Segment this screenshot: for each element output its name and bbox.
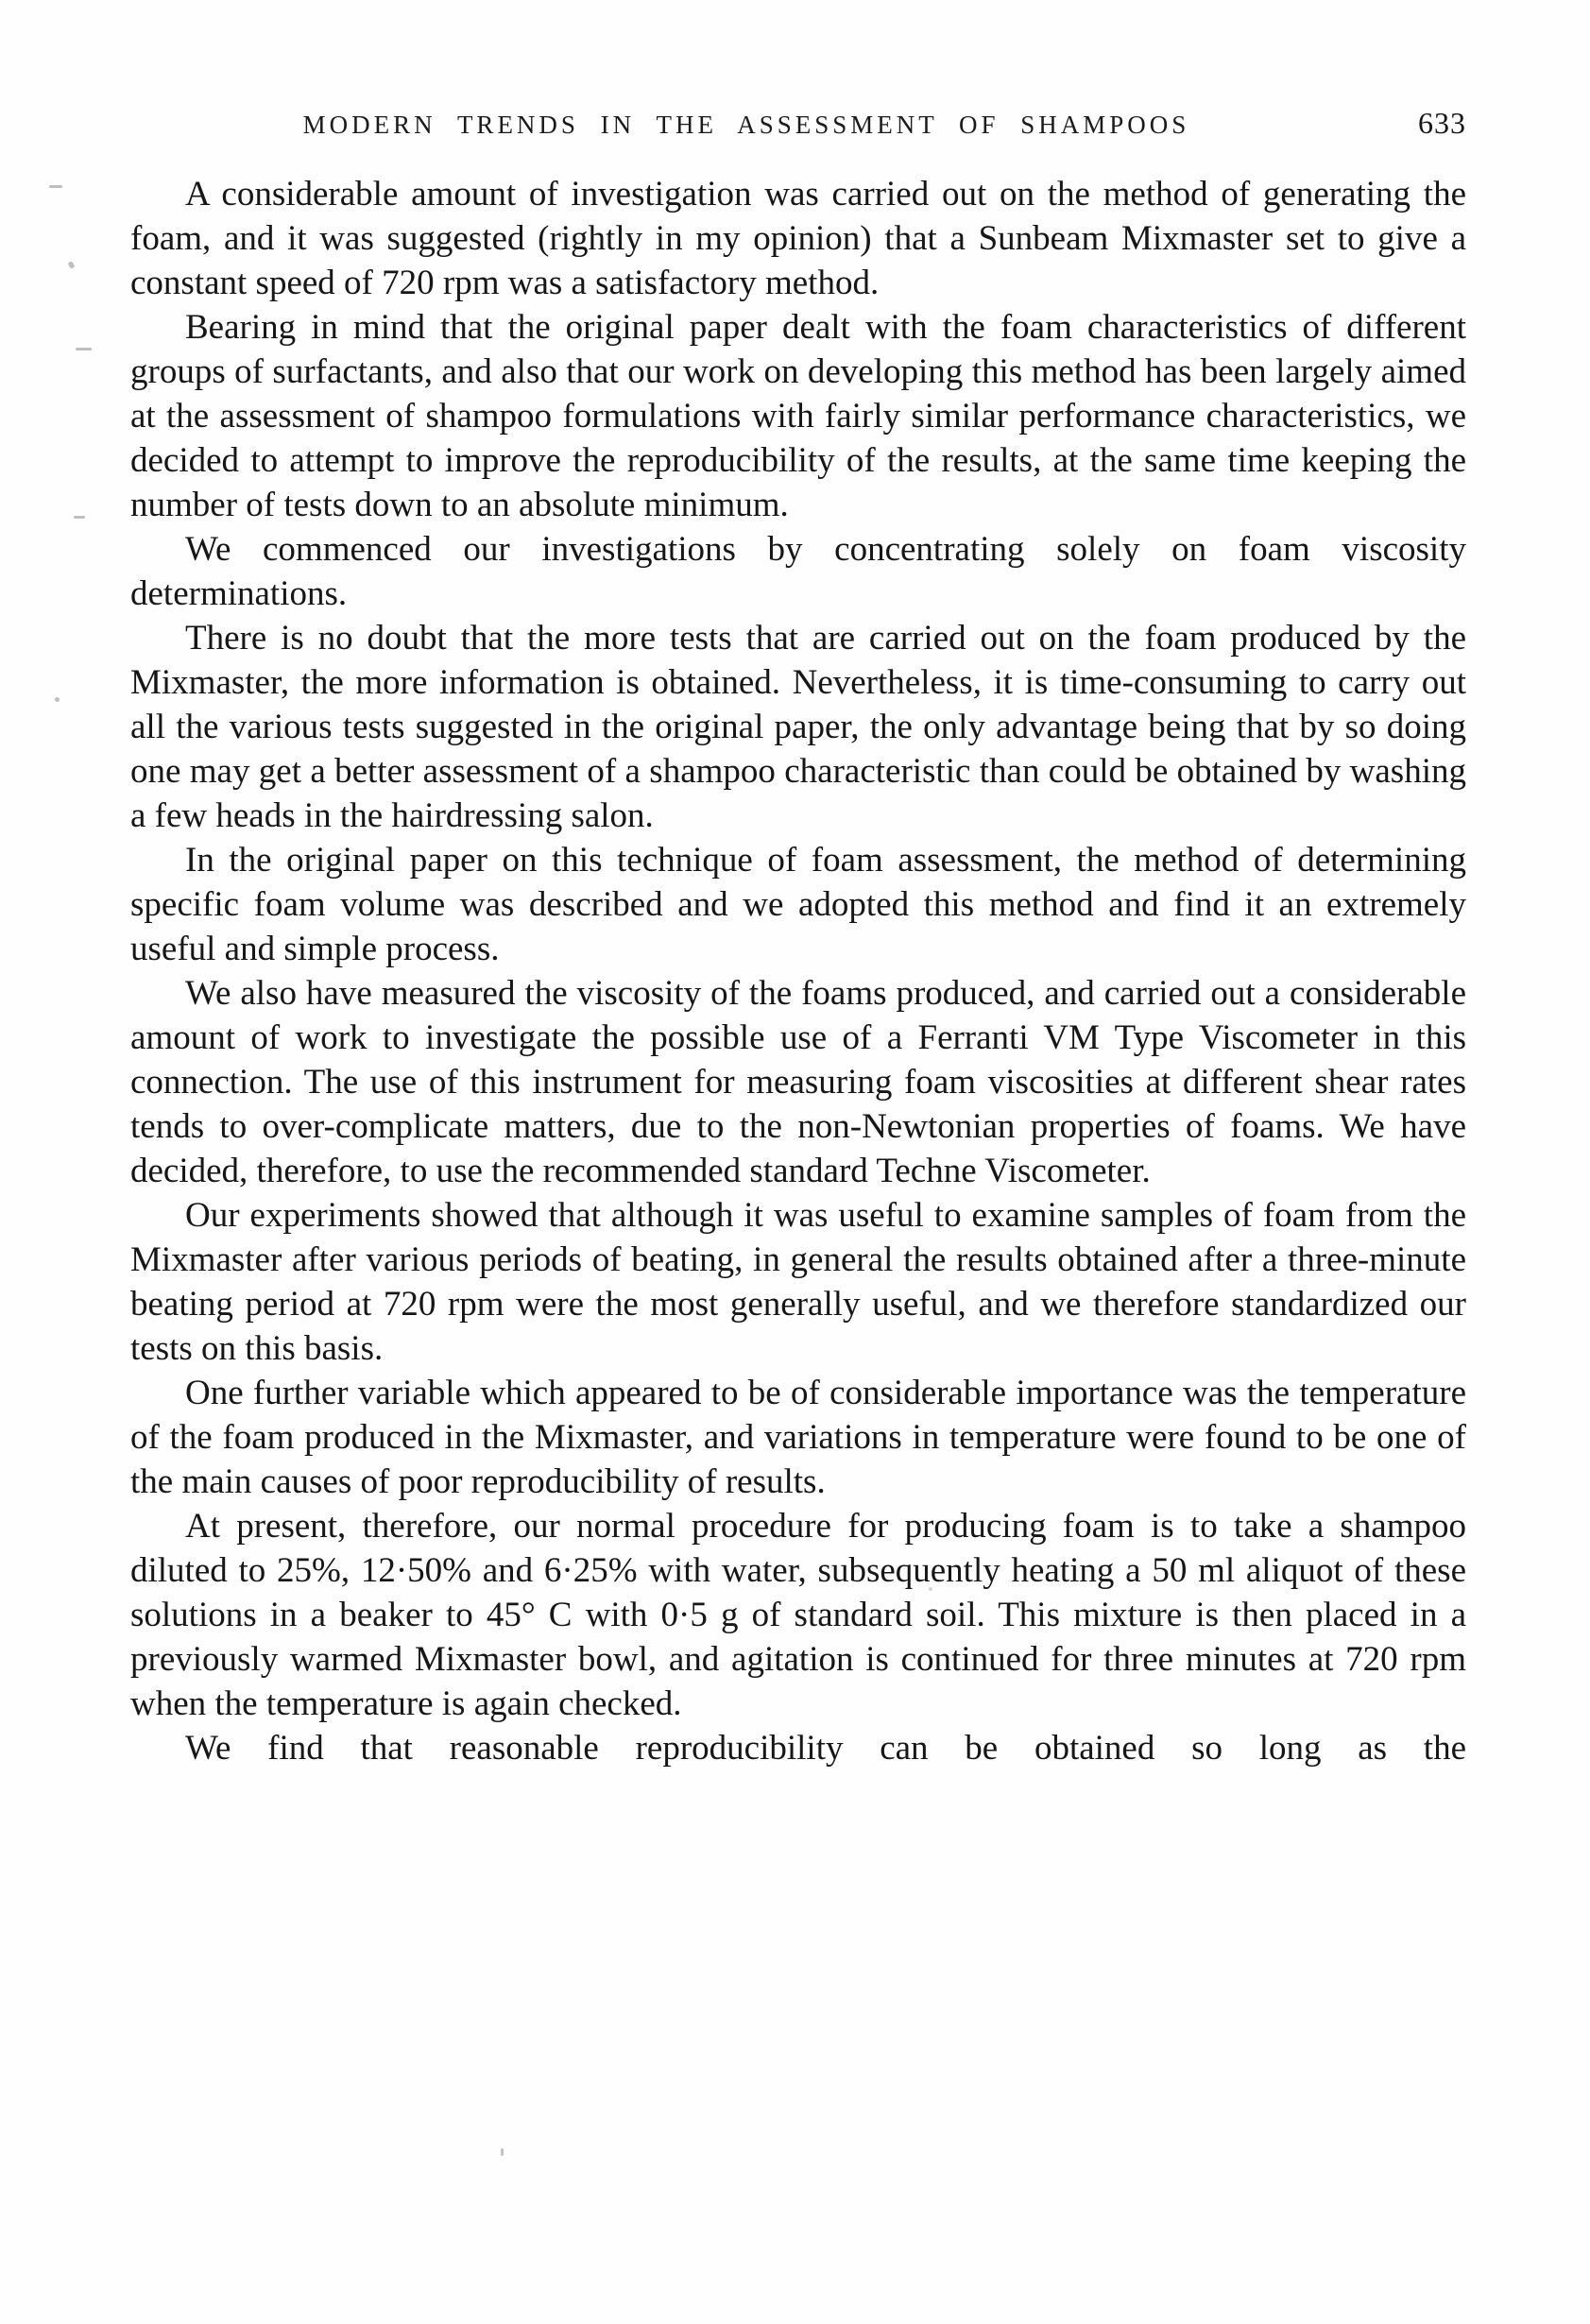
running-head <box>130 106 1466 141</box>
paragraph: Bearing in mind that the original paper dealt with the foam characteristics of different groups of surfactants, and also that our work on developing this method has been largely aimed at the assessment of shampoo formulations with fairly similar performance characteristics, we decided to attempt to improve the reproducibility of the results, at the same time keeping the number of tests down to an absolute minimum. <box>130 308 1466 524</box>
scan-artifact <box>55 697 60 702</box>
scan-artifact <box>929 1587 932 1591</box>
paragraph: At present, therefore, our normal procedure for producing foam is to take a shampoo diluted to 25%, 12·50% and 6·25% with water, subsequently heating a 50 ml aliquot of these solutions in a beaker to 45° C with 0·5 g of standard soil. This mixture is then placed in a previously warmed Mixmaster bowl, and agitation is continued for three minutes at 720 rpm when the temperature is again checked. <box>130 1507 1466 1723</box>
paragraph: There is no doubt that the more tests that are carried out on the foam produced by the Mixmaster, the more information is obtained. Nevertheless, it is time-consuming to carry out all the various tests suggested in the original paper, the only advantage being that by so doing one may get a better assessment of a shampoo characteristic than could be obtained by washing a few heads in the hairdressing salon. <box>130 619 1466 835</box>
scan-artifact <box>68 261 76 269</box>
paragraph: A considerable amount of investigation was carried out on the method of generating the foam, and it was suggested (rightly in my opinion) that a Sunbeam Mixmaster set to give a constant speed of 720 rpm was a satisfactory method. <box>130 175 1466 302</box>
scan-artifact <box>501 2148 504 2156</box>
scan-artifact <box>76 348 92 350</box>
paragraph: In the original paper on this technique of foam assessment, the method of determining specific foam volume was described and we adopted this method and find it an extremely useful and simple process. <box>130 841 1466 968</box>
running-head-title: MODERN TRENDS IN THE ASSESSMENT OF SHAMPOOS <box>302 111 1190 139</box>
paragraph: Our experiments showed that although it was useful to examine samples of foam from the Mixmaster after various periods of beating, in general the results obtained after a three-minute beating period at 720 rpm were the most generally useful, and we therefore standardized our tests on this basis. <box>130 1196 1466 1368</box>
page-body <box>130 172 1466 1770</box>
paragraph: We also have measured the viscosity of the foams produced, and carried out a considerable amount of work to investigate the possible use of a Ferranti VM Type Viscometer in this connection. The use of this instrument for measuring foam viscosities at different shear rates tends to over-complicate matters, due to the non-Newtonian properties of foams. We have decided, therefore, to use the recommended standard Techne Viscometer. <box>130 974 1466 1190</box>
scan-artifact <box>74 516 85 519</box>
paragraph: We commenced our investigations by concentrating solely on foam viscosity determinations. <box>130 530 1466 613</box>
paragraph: One further variable which appeared to be of considerable importance was the temperature of the foam produced in the Mixmaster, and variations in temperature were found to be one of the main causes of poor reproducibility of results. <box>130 1374 1466 1501</box>
page-number: 633 <box>1418 106 1466 140</box>
paragraph: We find that reasonable reproducibility can be obtained so long as the <box>185 1729 1466 1768</box>
scan-artifact <box>49 185 62 188</box>
